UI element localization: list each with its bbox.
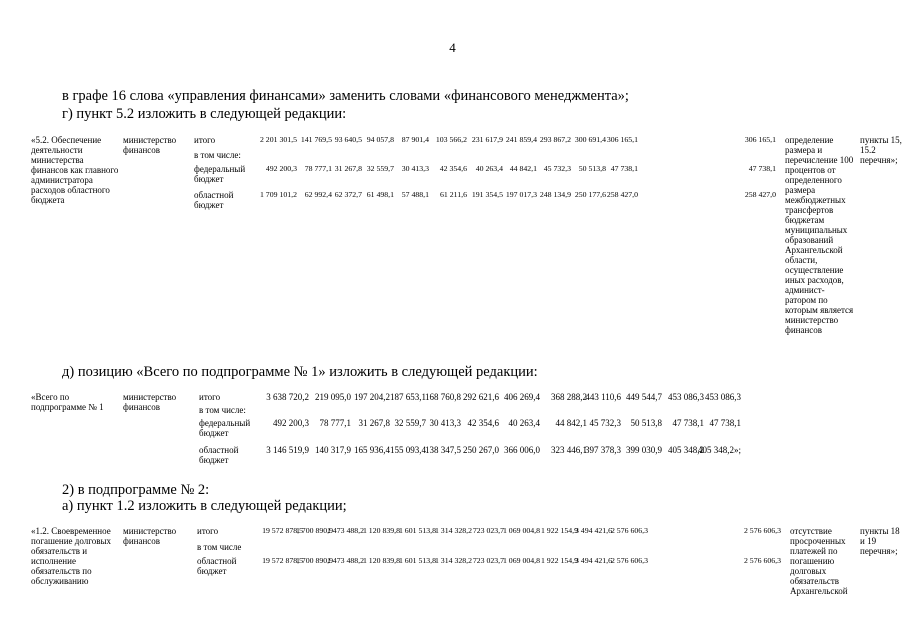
value-cell: 94 057,8 — [366, 135, 394, 144]
value-cell: 293 867,2 — [539, 135, 571, 144]
row-label: итого — [194, 135, 216, 145]
row-label: в том числе: — [199, 405, 246, 415]
value-cell: 306 165,1 — [606, 135, 638, 144]
value-cell: 62 992,4 — [304, 190, 332, 199]
value-cell: 248 134,9 — [539, 190, 571, 199]
row-label: областной бюджет — [197, 556, 237, 576]
value-cell: 1 700 890,9 — [295, 526, 333, 535]
paragraph-item-d: д) позицию «Всего по подпрограмме № 1» изложить в следующей редакции: — [62, 364, 538, 380]
value-cell: 103 566,2 — [435, 135, 467, 144]
value-cell: 1 473 488,2 — [326, 526, 364, 535]
value-cell: 2 576 606,3 — [610, 526, 648, 535]
row-label: в том числе — [197, 542, 242, 552]
value-cell: 61 498,1 — [366, 190, 394, 199]
value-cell: 44 842,1 — [509, 164, 537, 173]
points-cell: пункты 15, 15.2 перечня»; — [860, 135, 902, 165]
value-cell: 47 738,1 — [672, 418, 704, 428]
value-cell: 32 559,7 — [394, 418, 426, 428]
value-cell: 2 576 606,3 — [743, 526, 781, 535]
row-name: «5.2. Обеспечение деятельности министерства финансов как главного администратора расходов областного бюджета — [31, 135, 119, 205]
value-cell: 1 601 513,8 — [398, 526, 436, 535]
value-cell: 1 601 513,8 — [398, 556, 436, 565]
value-cell: 405 348,2»; — [697, 445, 741, 455]
paragraph-item-g: г) пункт 5.2 изложить в следующей редакции: — [62, 106, 347, 122]
value-cell: 723 023,7 — [472, 526, 504, 535]
value-cell: 449 544,7 — [626, 392, 662, 402]
value-cell: 62 372,7 — [334, 190, 362, 199]
paragraph-item-a: а) пункт 1.2 изложить в следующей редакции; — [62, 498, 347, 514]
value-cell: 47 738,1 — [748, 164, 776, 173]
value-cell: 19 572 878,5 — [262, 556, 303, 565]
value-cell: 1 120 839,8 — [362, 526, 400, 535]
value-cell: 141 769,5 — [300, 135, 332, 144]
row-name: «1.2. Своевременное погашение долговых обязательств и исполнение обязательств по обслуживанию — [31, 526, 112, 586]
row-label: областной бюджет — [199, 445, 239, 465]
value-cell: 155 093,4 — [390, 445, 426, 455]
value-cell: 19 572 878,5 — [262, 526, 303, 535]
value-cell: 47 738,1 — [709, 418, 741, 428]
value-cell: 197 204,2 — [354, 392, 390, 402]
indicator-cell: отсутствие просроченных платежей по погашению долговых обязательств Архангельской — [790, 526, 848, 596]
value-cell: 61 211,6 — [440, 190, 467, 199]
row-label: федеральный бюджет — [194, 164, 246, 184]
page-number: 4 — [449, 40, 456, 55]
value-cell: 406 269,4 — [504, 392, 540, 402]
value-cell: 78 777,1 — [319, 418, 351, 428]
value-cell: 1 314 328,2 — [434, 556, 472, 565]
value-cell: 1 069 004,8 — [502, 526, 540, 535]
value-cell: 443 110,6 — [585, 392, 621, 402]
value-cell: 3 146 519,9 — [266, 445, 309, 455]
value-cell: 1 709 101,2 — [259, 190, 297, 199]
value-cell: 399 030,9 — [626, 445, 662, 455]
value-cell: 138 347,5 — [425, 445, 461, 455]
value-cell: 32 559,7 — [366, 164, 394, 173]
value-cell: 40 263,4 — [508, 418, 540, 428]
value-cell: 50 513,8 — [578, 164, 606, 173]
value-cell: 45 732,3 — [589, 418, 621, 428]
value-cell: 368 288,2 — [551, 392, 587, 402]
value-cell: 42 354,6 — [467, 418, 499, 428]
value-cell: 40 263,4 — [475, 164, 503, 173]
value-cell: 31 267,8 — [334, 164, 362, 173]
value-cell: 250 177,6 — [574, 190, 606, 199]
value-cell: 30 413,3 — [401, 164, 429, 173]
value-cell: 30 413,3 — [429, 418, 461, 428]
value-cell: 492 200,3 — [265, 164, 297, 173]
value-cell: 3 494 421,6 — [574, 556, 612, 565]
value-cell: 292 621,6 — [463, 392, 499, 402]
value-cell: 78 777,1 — [304, 164, 332, 173]
value-cell: 300 691,4 — [574, 135, 606, 144]
value-cell: 241 859,4 — [505, 135, 537, 144]
row-label: итого — [199, 392, 221, 402]
value-cell: 50 513,8 — [630, 418, 662, 428]
value-cell: 140 317,9 — [315, 445, 351, 455]
points-cell: пункты 18 и 19 перечня»; — [860, 526, 900, 556]
value-cell: 57 488,1 — [401, 190, 429, 199]
value-cell: 1 922 154,9 — [540, 556, 578, 565]
value-cell: 1 473 488,2 — [326, 556, 364, 565]
row-name: «Всего по подпрограмме № 1 — [31, 392, 104, 412]
value-cell: 1 314 328,2 — [434, 526, 472, 535]
indicator-cell: определение размера и перечисление 100 процентов от определенного размера межбюджетных трансфертов бюджетам муниципальных образований Архангельской области, осуществление иных расходов, админист- ратором по которым является министерство финансов — [785, 135, 854, 335]
paragraph-subprogram-2: 2) в подпрограмме № 2: — [62, 482, 210, 498]
responsible-cell: министерство финансов — [123, 526, 177, 546]
value-cell: 42 354,6 — [439, 164, 467, 173]
value-cell: 397 378,3 — [585, 445, 621, 455]
value-cell: 405 348,2 — [668, 445, 704, 455]
value-cell: 1 069 004,8 — [502, 556, 540, 565]
value-cell: 2 576 606,3 — [610, 556, 648, 565]
value-cell: 45 732,3 — [543, 164, 571, 173]
value-cell: 258 427,0 — [606, 190, 638, 199]
paragraph-graph16: в графе 16 слова «управления финансами» заменить словами «финансового менеджмента»; — [62, 88, 629, 104]
value-cell: 93 640,5 — [334, 135, 362, 144]
value-cell: 165 936,4 — [354, 445, 390, 455]
value-cell: 323 446,1 — [551, 445, 587, 455]
value-cell: 31 267,8 — [358, 418, 390, 428]
value-cell: 47 738,1 — [610, 164, 638, 173]
value-cell: 492 200,3 — [273, 418, 309, 428]
value-cell: 453 086,3 — [705, 392, 741, 402]
value-cell: 1 120 839,8 — [362, 556, 400, 565]
value-cell: 2 201 301,5 — [259, 135, 297, 144]
value-cell: 250 267,0 — [463, 445, 499, 455]
responsible-cell: министерство финансов — [123, 392, 177, 412]
row-label: федеральный бюджет — [199, 418, 251, 438]
value-cell: 306 165,1 — [744, 135, 776, 144]
value-cell: 168 760,8 — [425, 392, 461, 402]
value-cell: 3 638 720,2 — [266, 392, 309, 402]
value-cell: 453 086,3 — [668, 392, 704, 402]
value-cell: 1 700 890,9 — [295, 556, 333, 565]
value-cell: 1 922 154,9 — [540, 526, 578, 535]
value-cell: 219 095,0 — [315, 392, 351, 402]
value-cell: 3 494 421,6 — [574, 526, 612, 535]
value-cell: 191 354,5 — [471, 190, 503, 199]
value-cell: 187 653,1 — [390, 392, 426, 402]
value-cell: 87 901,4 — [401, 135, 429, 144]
row-label: в том числе: — [194, 150, 241, 160]
value-cell: 231 617,9 — [471, 135, 503, 144]
value-cell: 44 842,1 — [555, 418, 587, 428]
value-cell: 366 006,0 — [504, 445, 540, 455]
value-cell: 258 427,0 — [744, 190, 776, 199]
value-cell: 197 017,3 — [505, 190, 537, 199]
row-label: областной бюджет — [194, 190, 234, 210]
responsible-cell: министерство финансов — [123, 135, 177, 155]
value-cell: 723 023,7 — [472, 556, 504, 565]
row-label: итого — [197, 526, 219, 536]
value-cell: 2 576 606,3 — [743, 556, 781, 565]
